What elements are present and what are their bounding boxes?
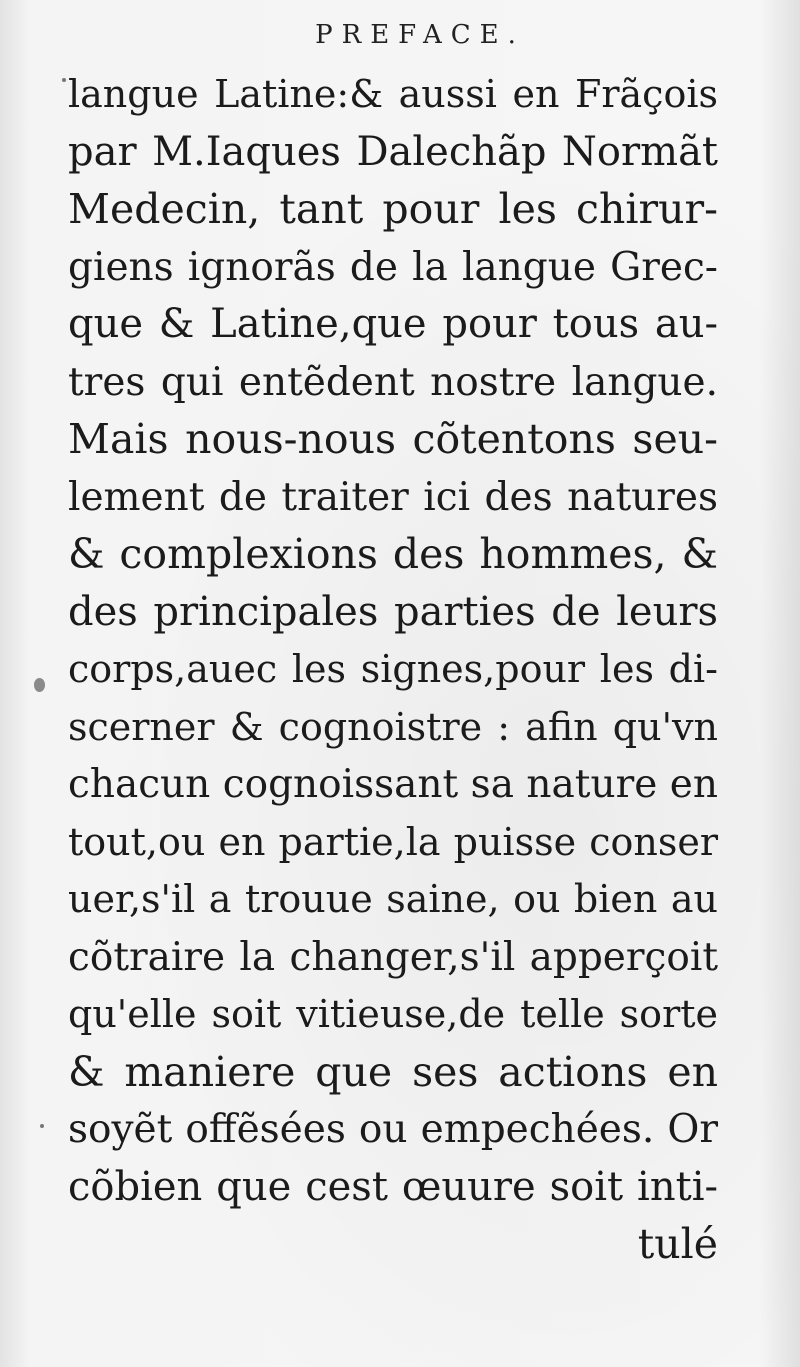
text-line: lement de traiter ici des natures	[68, 474, 718, 520]
text-line: par M.Iaques Dalechãp Normãt	[68, 128, 718, 175]
body-text	[68, 66, 718, 1274]
text-line: que & Latine,que pour tous au-	[68, 301, 718, 347]
text-line: cõbien que cest œuure soit inti-	[68, 1163, 718, 1210]
text-line: qu'elle soit vitieuse,de telle sorte	[68, 992, 718, 1036]
text-line: scerner & cognoistre : afin qu'vn	[68, 704, 718, 749]
text-line: tout,ou en partie,la puisse conser	[68, 819, 718, 864]
running-header: PREFACE.	[315, 20, 525, 50]
ink-speck	[62, 78, 66, 82]
text-line: Medecin, tant pour les chirur-	[68, 185, 718, 233]
catchword: tulé	[637, 1220, 718, 1268]
text-line: corps,auec les signes,pour les di-	[68, 647, 718, 691]
text-line: giens ignorãs de la langue Grec-	[68, 244, 718, 290]
text-line: des principales parties de leurs	[68, 588, 718, 635]
text-line: langue Latine:& aussi en Frãçois	[68, 72, 718, 116]
text-line: tres qui entẽdent nostre langue.	[68, 359, 718, 405]
text-line: chacun cognoissant sa nature en	[68, 762, 718, 807]
text-line: soyẽt offẽsées ou empechées. Or	[68, 1107, 718, 1152]
text-line: cõtraire la changer,s'il apperçoit	[68, 934, 718, 980]
ink-speck	[40, 1124, 44, 1128]
text-line: & complexions des hommes, &	[68, 530, 718, 578]
ink-blot	[34, 678, 45, 692]
text-line: uer,s'il a trouue saine, ou bien au	[68, 877, 718, 921]
text-line: Mais nous-nous cõtentons seu-	[68, 415, 718, 463]
text-line: & maniere que ses actions en	[68, 1047, 718, 1096]
